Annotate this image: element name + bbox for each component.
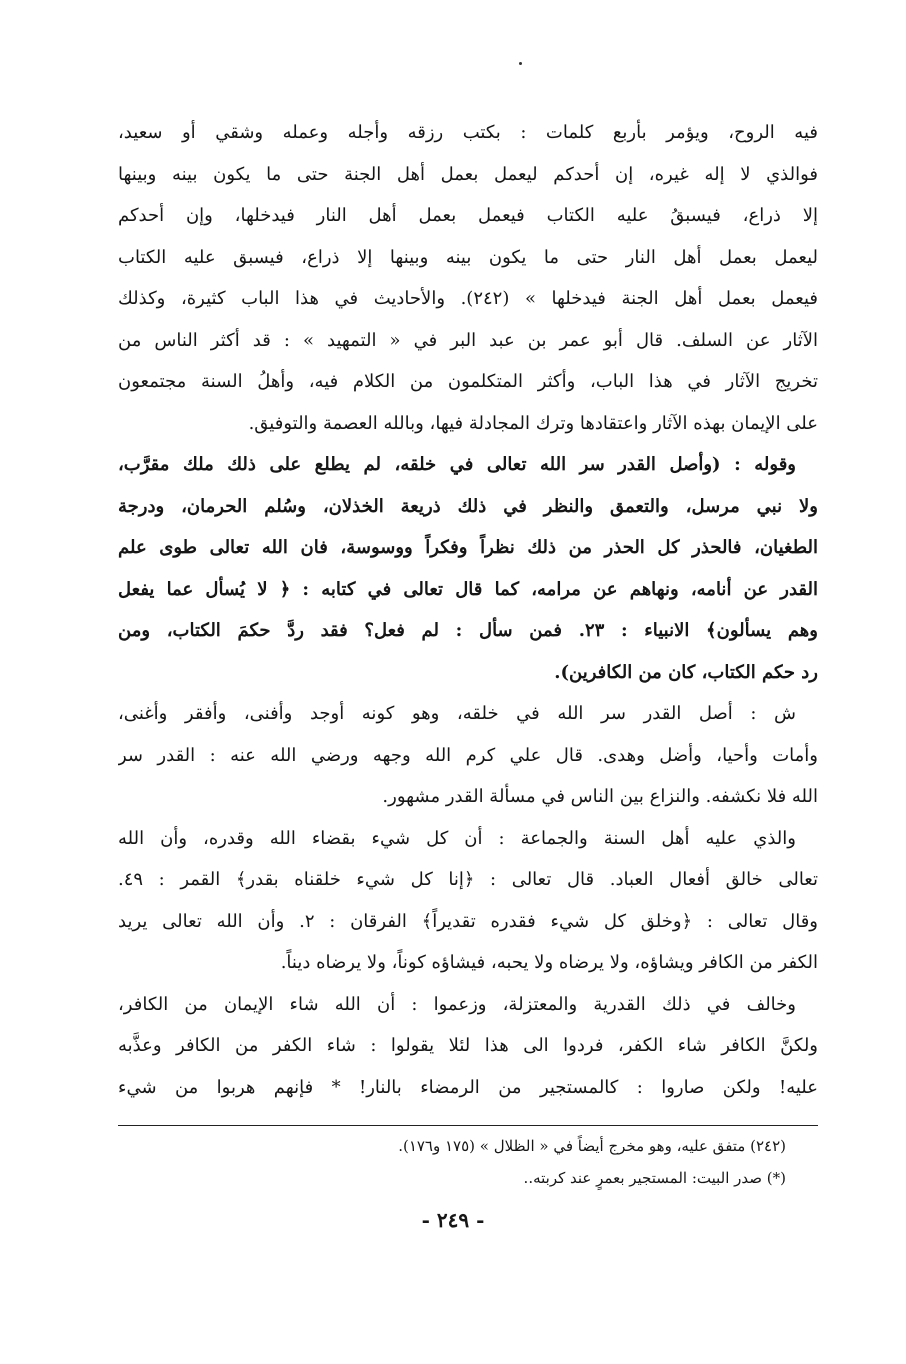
- footnote: (٢٤٢) متفق عليه، وهو مخرج أيضاً في « الظلال » (١٧٥ و١٧٦).: [398, 1137, 786, 1155]
- page-number: - ٢٤٩ -: [421, 1208, 485, 1232]
- body-text: [118, 112, 818, 1108]
- quoted-text-line: وقوله : (وأصل القدر سر الله تعالى في خلقه، لم يطلع على ذلك ملك مقرَّب،: [118, 454, 796, 475]
- body-line: تعالى خالق أفعال العباد. قال تعالى : ﴿إنا كل شيء خلقناه بقدر﴾ القمر : ٤٩.: [118, 869, 818, 890]
- body-line: ليعمل بعمل أهل النار حتى ما يكون بينه وبينها إلا ذراع، فيسبق عليه الكتاب: [118, 246, 818, 268]
- footnote: (*) صدر البيت: المستجير بعمرٍ عند كربته..: [523, 1169, 786, 1187]
- body-line: عليه! ولكن صاروا : كالمستجير من الرمضاء بالنار! * فإنهم هربوا من شيء: [118, 1076, 818, 1098]
- footnote-divider: [118, 1125, 818, 1126]
- body-line: فوالذي لا إله غيره، إن أحدكم ليعمل بعمل أهل الجنة حتى ما يكون بينه وبينها: [118, 163, 818, 185]
- quoted-text-line: وهم يسألون﴾ الانبياء : ٢٣. فمن سأل : لم فعل؟ فقد ردَّ حكمَ الكتاب، ومن: [118, 620, 818, 641]
- body-line: وخالف في ذلك القدرية والمعتزلة، وزعموا : أن الله شاء الإيمان من الكافر،: [118, 993, 796, 1015]
- body-line: فيه الروح، ويؤمر بأربع كلمات : بكتب رزقه وأجله وعمله وشقي أو سعيد،: [118, 122, 818, 143]
- quoted-text-line: القدر عن أنامه، ونهاهم عن مرامه، كما قال تعالى في كتابه : ﴿ لا يُسأل عما يفعل: [118, 578, 818, 600]
- body-line: الله فلا نكشفه. والنزاع بين الناس في مسألة القدر مشهور.: [382, 786, 818, 807]
- quoted-text-line: ولا نبي مرسل، والتعمق والنظر في ذلك ذريعة الخذلان، وسُلم الحرمان، ودرجة: [118, 495, 818, 517]
- body-line: إلا ذراع، فيسبقُ عليه الكتاب فيعمل بعمل أهل النار فيدخلها، وإن أحدكم: [118, 205, 818, 226]
- ink-speck: [519, 62, 522, 65]
- body-line: على الإيمان بهذه الآثار واعتقادها وترك المجادلة فيها، وبالله العصمة والتوفيق.: [248, 412, 818, 434]
- body-line: الكفر من الكافر ويشاؤه، ولا يرضاه ولا يحبه، فيشاؤه كوناً، ولا يرضاه ديناً.: [280, 952, 818, 973]
- footnotes: [118, 1130, 786, 1194]
- body-line: وأمات وأحيا، وأضل وهدى. قال علي كرم الله وجهه ورضي الله عنه : القدر سر: [118, 744, 818, 766]
- body-line: ش : أصل القدر سر الله في خلقه، وهو كونه أوجد وأفنى، وأفقر وأغنى،: [118, 703, 796, 724]
- body-line: الآثار عن السلف. قال أبو عمر بن عبد البر في « التمهيد » : قد أكثر الناس من: [118, 329, 818, 351]
- body-line: والذي عليه أهل السنة والجماعة : أن كل شيء بقضاء الله وقدره، وأن الله: [118, 827, 796, 849]
- quoted-text-line: الطغيان، فالحذر كل الحذر من ذلك نظراً وفكراً ووسوسة، فان الله تعالى طوى علم: [118, 537, 818, 558]
- body-line: تخريج الآثار في هذا الباب، وأكثر المتكلمون من الكلام فيه، وأهلُ السنة مجتمعون: [118, 371, 818, 392]
- quoted-text-line: رد حكم الكتاب، كان من الكافرين).: [554, 661, 818, 683]
- body-line: ولكنَّ الكافر شاء الكفر، فردوا الى هذا لئلا يقولوا : شاء الكفر من الكافر وعذَّبه: [118, 1035, 818, 1056]
- body-line: وقال تعالى : ﴿وخلق كل شيء فقدره تقديراً﴾ الفرقان : ٢. وأن الله تعالى يريد: [118, 910, 818, 932]
- body-line: فيعمل بعمل أهل الجنة فيدخلها » (٢٤٢). والأحاديث في هذا الباب كثيرة، وكذلك: [118, 288, 818, 309]
